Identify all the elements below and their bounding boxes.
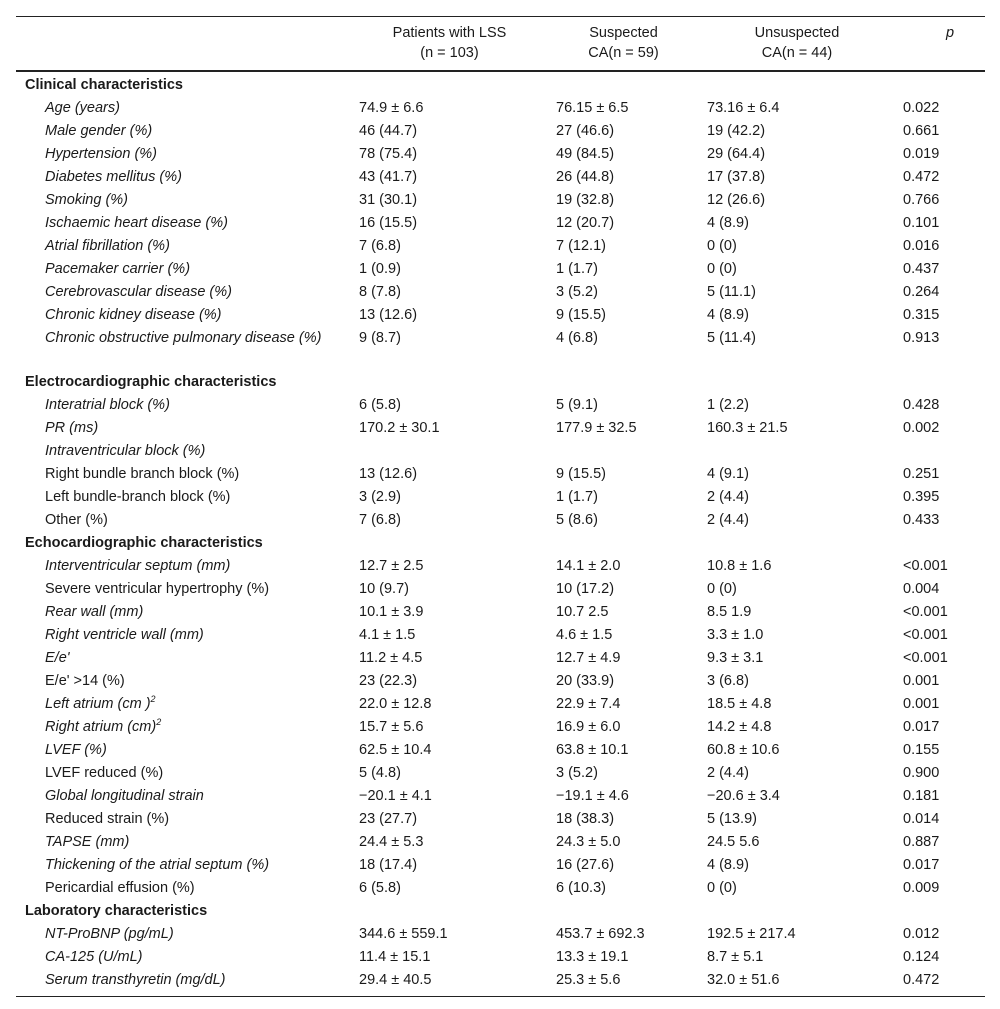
- row-label-text: Chronic obstructive pulmonary disease (%): [45, 330, 322, 346]
- value-suspected: 6 (10.3): [556, 880, 606, 896]
- value-unsuspected: 17 (37.8): [707, 169, 766, 185]
- row-label: [16, 694, 351, 717]
- value-lss: 170.2 ± 30.1: [359, 420, 440, 436]
- section-title: Clinical characteristics: [25, 77, 183, 93]
- value-unsuspected: 0 (0): [707, 261, 737, 277]
- row-label-text: Pericardial effusion (%): [45, 880, 195, 896]
- row-label: [16, 305, 351, 328]
- table-row: [16, 98, 985, 121]
- row-label-text: TAPSE (mm): [45, 834, 130, 850]
- value-p: 0.124: [903, 949, 940, 965]
- row-label: [16, 809, 351, 832]
- row-label-text: NT-ProBNP (pg/mL): [45, 926, 174, 942]
- row-label-text: Atrial fibrillation (%): [45, 238, 170, 254]
- table-row: [16, 213, 985, 236]
- row-label: [16, 510, 351, 533]
- value-lss: 8 (7.8): [359, 284, 401, 300]
- value-lss: 15.7 ± 5.6: [359, 719, 424, 735]
- value-lss: 12.7 ± 2.5: [359, 558, 424, 574]
- row-label: [16, 671, 351, 694]
- value-suspected: 12.7 ± 4.9: [556, 650, 621, 666]
- value-suspected: 19 (32.8): [556, 192, 615, 208]
- value-p: 0.022: [903, 100, 940, 116]
- row-label: [16, 259, 351, 282]
- value-unsuspected: 5 (11.4): [707, 330, 756, 346]
- row-label-text: Thickening of the atrial septum (%): [45, 857, 270, 873]
- value-p: 0.017: [903, 719, 940, 735]
- header-unsuspected-line1: Unsuspected: [754, 25, 840, 41]
- section-title: Electrocardiographic characteristics: [25, 374, 277, 390]
- value-unsuspected: 24.5 5.6: [707, 834, 760, 850]
- row-label-text: Global longitudinal strain: [45, 788, 204, 804]
- row-label-text: E/e': [45, 650, 70, 666]
- row-label-text: Interatrial block (%): [45, 397, 170, 413]
- header-empty: [16, 17, 351, 72]
- value-unsuspected: 4 (8.9): [707, 307, 749, 323]
- value-lss: 11.4 ± 15.1: [359, 949, 431, 965]
- row-label-text: Rear wall (mm): [45, 604, 144, 620]
- value-unsuspected: 4 (8.9): [707, 857, 749, 873]
- row-label: [16, 121, 351, 144]
- row-label: [16, 395, 351, 418]
- value-suspected: 177.9 ± 32.5: [556, 420, 637, 436]
- value-p: <0.001: [903, 558, 948, 574]
- row-label-text: E/e' >14 (%): [45, 673, 125, 689]
- value-unsuspected: 9.3 ± 3.1: [707, 650, 764, 666]
- row-label-superscript: 2: [156, 717, 162, 728]
- table-row: [16, 671, 985, 694]
- row-label-text: Reduced strain (%): [45, 811, 170, 827]
- table-row: [16, 305, 985, 328]
- table-row: [16, 259, 985, 282]
- header-unsuspected: [699, 17, 895, 72]
- value-p: 0.001: [903, 696, 940, 712]
- value-suspected: 22.9 ± 7.4: [556, 696, 621, 712]
- row-label-text: Cerebrovascular disease (%): [45, 284, 232, 300]
- table-row: [16, 717, 985, 740]
- row-label: [16, 167, 351, 190]
- value-unsuspected: 0 (0): [707, 581, 737, 597]
- value-lss: 13 (12.6): [359, 466, 418, 482]
- value-unsuspected: 29 (64.4): [707, 146, 766, 162]
- value-p: 0.009: [903, 880, 940, 896]
- row-label: [16, 924, 351, 947]
- value-lss: 3 (2.9): [359, 489, 401, 505]
- row-label-text: Ischaemic heart disease (%): [45, 215, 228, 231]
- row-label-text: LVEF (%): [45, 742, 107, 758]
- value-lss: 1 (0.9): [359, 261, 401, 277]
- row-label-text: Left bundle-branch block (%): [45, 489, 231, 505]
- table-row: [16, 464, 985, 487]
- value-lss: 16 (15.5): [359, 215, 418, 231]
- value-suspected: 14.1 ± 2.0: [556, 558, 621, 574]
- value-p: 0.887: [903, 834, 940, 850]
- table-row: [16, 328, 985, 372]
- value-unsuspected: 18.5 ± 4.8: [707, 696, 772, 712]
- value-lss: 78 (75.4): [359, 146, 418, 162]
- row-label-text: Age (years): [45, 100, 120, 116]
- value-p: 0.001: [903, 673, 940, 689]
- value-p: 0.251: [903, 466, 940, 482]
- value-unsuspected: 192.5 ± 217.4: [707, 926, 796, 942]
- header-row: [16, 17, 985, 72]
- value-suspected: 16 (27.6): [556, 857, 615, 873]
- value-suspected: 24.3 ± 5.0: [556, 834, 621, 850]
- value-unsuspected: 160.3 ± 21.5: [707, 420, 788, 436]
- value-suspected: 10 (17.2): [556, 581, 615, 597]
- section-title: Echocardiographic characteristics: [25, 535, 263, 551]
- value-lss: 23 (22.3): [359, 673, 418, 689]
- row-label-text: Pacemaker carrier (%): [45, 261, 191, 277]
- value-unsuspected: 19 (42.2): [707, 123, 766, 139]
- row-label-text: Interventricular septum (mm): [45, 558, 231, 574]
- header-lss-line1: Patients with LSS: [392, 25, 507, 41]
- header-suspected: [548, 17, 699, 72]
- section-row: [16, 901, 985, 924]
- table-row: [16, 510, 985, 533]
- table-row: [16, 282, 985, 305]
- table-row: [16, 418, 985, 441]
- value-suspected: −19.1 ± 4.6: [556, 788, 629, 804]
- value-suspected: 3 (5.2): [556, 765, 598, 781]
- row-label: [16, 832, 351, 855]
- section-row: [16, 372, 985, 395]
- value-p: 0.472: [903, 169, 940, 185]
- value-suspected: 5 (8.6): [556, 512, 598, 528]
- row-label-text: Severe ventricular hypertrophy (%): [45, 581, 270, 597]
- value-p: 0.016: [903, 238, 940, 254]
- value-unsuspected: 12 (26.6): [707, 192, 766, 208]
- characteristics-table: [16, 16, 985, 997]
- value-p: 0.017: [903, 857, 940, 873]
- value-unsuspected: 4 (9.1): [707, 466, 749, 482]
- section-row: [16, 533, 985, 556]
- value-unsuspected: 8.7 ± 5.1: [707, 949, 764, 965]
- table-row: [16, 487, 985, 510]
- table-header: [16, 17, 985, 72]
- row-label: [16, 970, 351, 997]
- table-row: [16, 602, 985, 625]
- row-label-text: PR (ms): [45, 420, 99, 436]
- value-suspected: 76.15 ± 6.5: [556, 100, 629, 116]
- row-label-text: Male gender (%): [45, 123, 153, 139]
- section-row: [16, 71, 985, 98]
- value-lss: [351, 441, 548, 464]
- table-row: [16, 144, 985, 167]
- value-unsuspected: 4 (8.9): [707, 215, 749, 231]
- table-row: [16, 625, 985, 648]
- value-lss: 62.5 ± 10.4: [359, 742, 432, 758]
- table-row: [16, 947, 985, 970]
- value-suspected: 25.3 ± 5.6: [556, 972, 621, 988]
- value-p: <0.001: [903, 604, 948, 620]
- value-lss: 11.2 ± 4.5: [359, 650, 423, 666]
- value-suspected: 4 (6.8): [556, 330, 598, 346]
- row-label: [16, 602, 351, 625]
- table-row: [16, 786, 985, 809]
- value-p: 0.913: [903, 330, 940, 346]
- table-row: [16, 556, 985, 579]
- value-p: 0.661: [903, 123, 940, 139]
- value-suspected: 1 (1.7): [556, 261, 598, 277]
- value-suspected: 49 (84.5): [556, 146, 615, 162]
- table-row: [16, 832, 985, 855]
- table-row: [16, 924, 985, 947]
- row-label: [16, 625, 351, 648]
- row-label-text: Intraventricular block (%): [45, 443, 206, 459]
- value-lss: 23 (27.7): [359, 811, 418, 827]
- row-label: [16, 763, 351, 786]
- table-row: [16, 441, 985, 464]
- value-suspected: 9 (15.5): [556, 466, 606, 482]
- value-lss: 74.9 ± 6.6: [359, 100, 424, 116]
- value-suspected: 4.6 ± 1.5: [556, 627, 613, 643]
- value-lss: 43 (41.7): [359, 169, 418, 185]
- value-p: [895, 441, 985, 464]
- row-label: [16, 717, 351, 740]
- row-label-text: Right bundle branch block (%): [45, 466, 240, 482]
- row-label: [16, 487, 351, 510]
- value-p: 0.019: [903, 146, 940, 162]
- table-row: [16, 740, 985, 763]
- value-lss: 6 (5.8): [359, 397, 401, 413]
- value-p: 0.472: [903, 972, 940, 988]
- value-p: <0.001: [903, 650, 948, 666]
- value-suspected: 3 (5.2): [556, 284, 598, 300]
- value-suspected: 7 (12.1): [556, 238, 606, 254]
- table-row: [16, 167, 985, 190]
- row-label-superscript: 2: [150, 694, 156, 705]
- value-lss: 22.0 ± 12.8: [359, 696, 432, 712]
- value-lss: 6 (5.8): [359, 880, 401, 896]
- value-lss: 13 (12.6): [359, 307, 418, 323]
- row-label-text: Other (%): [45, 512, 108, 528]
- header-lss: [351, 17, 548, 72]
- row-label-text: Serum transthyretin (mg/dL): [45, 972, 226, 988]
- section-title: Laboratory characteristics: [25, 903, 208, 919]
- row-label-text: Hypertension (%): [45, 146, 158, 162]
- value-unsuspected: 2 (4.4): [707, 512, 749, 528]
- header-unsuspected-line2: CA(n = 44): [761, 45, 833, 61]
- value-p: 0.101: [903, 215, 940, 231]
- row-label: [16, 579, 351, 602]
- value-unsuspected: 3.3 ± 1.0: [707, 627, 764, 643]
- table-row: [16, 763, 985, 786]
- value-suspected: 26 (44.8): [556, 169, 615, 185]
- row-label: [16, 947, 351, 970]
- value-suspected: 12 (20.7): [556, 215, 615, 231]
- row-label: [16, 236, 351, 259]
- value-suspected: 16.9 ± 6.0: [556, 719, 621, 735]
- table-row: [16, 395, 985, 418]
- row-label-text: Left atrium (cm ): [45, 696, 151, 712]
- table-body: [16, 71, 985, 997]
- value-lss: 18 (17.4): [359, 857, 418, 873]
- value-suspected: 453.7 ± 692.3: [556, 926, 645, 942]
- table-row: [16, 121, 985, 144]
- value-p: 0.155: [903, 742, 940, 758]
- header-suspected-line1: Suspected: [589, 25, 658, 41]
- value-suspected: 18 (38.3): [556, 811, 615, 827]
- value-lss: 7 (6.8): [359, 512, 401, 528]
- table-row: [16, 236, 985, 259]
- header-suspected-line2: CA(n = 59): [588, 45, 659, 61]
- row-label-text: Right atrium (cm): [45, 719, 157, 735]
- value-lss: 29.4 ± 40.5: [359, 972, 432, 988]
- table-row: [16, 855, 985, 878]
- value-unsuspected: 5 (11.1): [707, 284, 756, 300]
- row-label-text: Smoking (%): [45, 192, 128, 208]
- value-p: 0.433: [903, 512, 940, 528]
- table-row: [16, 579, 985, 602]
- row-label-text: Right ventricle wall (mm): [45, 627, 204, 643]
- row-label: [16, 648, 351, 671]
- value-lss: 344.6 ± 559.1: [359, 926, 448, 942]
- value-unsuspected: 5 (13.9): [707, 811, 757, 827]
- value-unsuspected: 32.0 ± 51.6: [707, 972, 780, 988]
- row-label: [16, 740, 351, 763]
- value-p: 0.395: [903, 489, 940, 505]
- row-label-text: Diabetes mellitus (%): [45, 169, 182, 185]
- row-label: [16, 556, 351, 579]
- value-unsuspected: 60.8 ± 10.6: [707, 742, 780, 758]
- value-unsuspected: 0 (0): [707, 880, 737, 896]
- row-label: [16, 464, 351, 487]
- value-lss: 24.4 ± 5.3: [359, 834, 424, 850]
- value-unsuspected: 0 (0): [707, 238, 737, 254]
- value-lss: 10 (9.7): [359, 581, 409, 597]
- row-label: [16, 190, 351, 213]
- header-p: p: [945, 25, 955, 41]
- value-p: 0.766: [903, 192, 940, 208]
- value-suspected: 13.3 ± 19.1: [556, 949, 629, 965]
- table-row: [16, 190, 985, 213]
- row-label: [16, 328, 351, 372]
- value-lss: 46 (44.7): [359, 123, 418, 139]
- row-label: [16, 144, 351, 167]
- value-suspected: 5 (9.1): [556, 397, 598, 413]
- value-lss: −20.1 ± 4.1: [359, 788, 432, 804]
- header-lss-line2: (n = 103): [420, 45, 479, 61]
- row-label-text: CA-125 (U/mL): [45, 949, 143, 965]
- value-p: 0.264: [903, 284, 940, 300]
- value-suspected: 20 (33.9): [556, 673, 615, 689]
- value-suspected: [548, 441, 699, 464]
- row-label: [16, 282, 351, 305]
- value-unsuspected: 14.2 ± 4.8: [707, 719, 772, 735]
- value-unsuspected: −20.6 ± 3.4: [707, 788, 780, 804]
- value-p: 0.181: [903, 788, 940, 804]
- row-label: [16, 855, 351, 878]
- value-p: 0.012: [903, 926, 940, 942]
- value-unsuspected: 10.8 ± 1.6: [707, 558, 772, 574]
- table-row: [16, 648, 985, 671]
- table-row: [16, 878, 985, 901]
- value-p: 0.900: [903, 765, 940, 781]
- value-unsuspected: 3 (6.8): [707, 673, 749, 689]
- value-unsuspected: 1 (2.2): [707, 397, 749, 413]
- value-unsuspected: 2 (4.4): [707, 765, 749, 781]
- table-container: [16, 16, 985, 997]
- value-p: 0.437: [903, 261, 940, 277]
- value-lss: 4.1 ± 1.5: [359, 627, 416, 643]
- value-p: <0.001: [903, 627, 948, 643]
- row-label: [16, 98, 351, 121]
- value-unsuspected: 73.16 ± 6.4: [707, 100, 780, 116]
- row-label: [16, 418, 351, 441]
- value-unsuspected: [699, 441, 895, 464]
- row-label: [16, 878, 351, 901]
- value-suspected: 63.8 ± 10.1: [556, 742, 629, 758]
- value-suspected: 27 (46.6): [556, 123, 615, 139]
- row-label-text: LVEF reduced (%): [45, 765, 164, 781]
- value-p: 0.315: [903, 307, 940, 323]
- row-label: [16, 786, 351, 809]
- value-lss: 9 (8.7): [359, 330, 401, 346]
- value-p: 0.002: [903, 420, 940, 436]
- value-lss: 5 (4.8): [359, 765, 401, 781]
- row-label: [16, 441, 351, 464]
- value-p: 0.014: [903, 811, 940, 827]
- table-row: [16, 694, 985, 717]
- table-row: [16, 809, 985, 832]
- value-lss: 7 (6.8): [359, 238, 401, 254]
- value-unsuspected: 2 (4.4): [707, 489, 749, 505]
- value-p: 0.428: [903, 397, 940, 413]
- value-p: 0.004: [903, 581, 940, 597]
- table-row: [16, 970, 985, 997]
- value-unsuspected: 8.5 1.9: [707, 604, 752, 620]
- value-suspected: 10.7 2.5: [556, 604, 609, 620]
- value-lss: 10.1 ± 3.9: [359, 604, 424, 620]
- value-suspected: 1 (1.7): [556, 489, 598, 505]
- row-label-text: Chronic kidney disease (%): [45, 307, 222, 323]
- row-label: [16, 213, 351, 236]
- value-lss: 31 (30.1): [359, 192, 418, 208]
- value-suspected: 9 (15.5): [556, 307, 606, 323]
